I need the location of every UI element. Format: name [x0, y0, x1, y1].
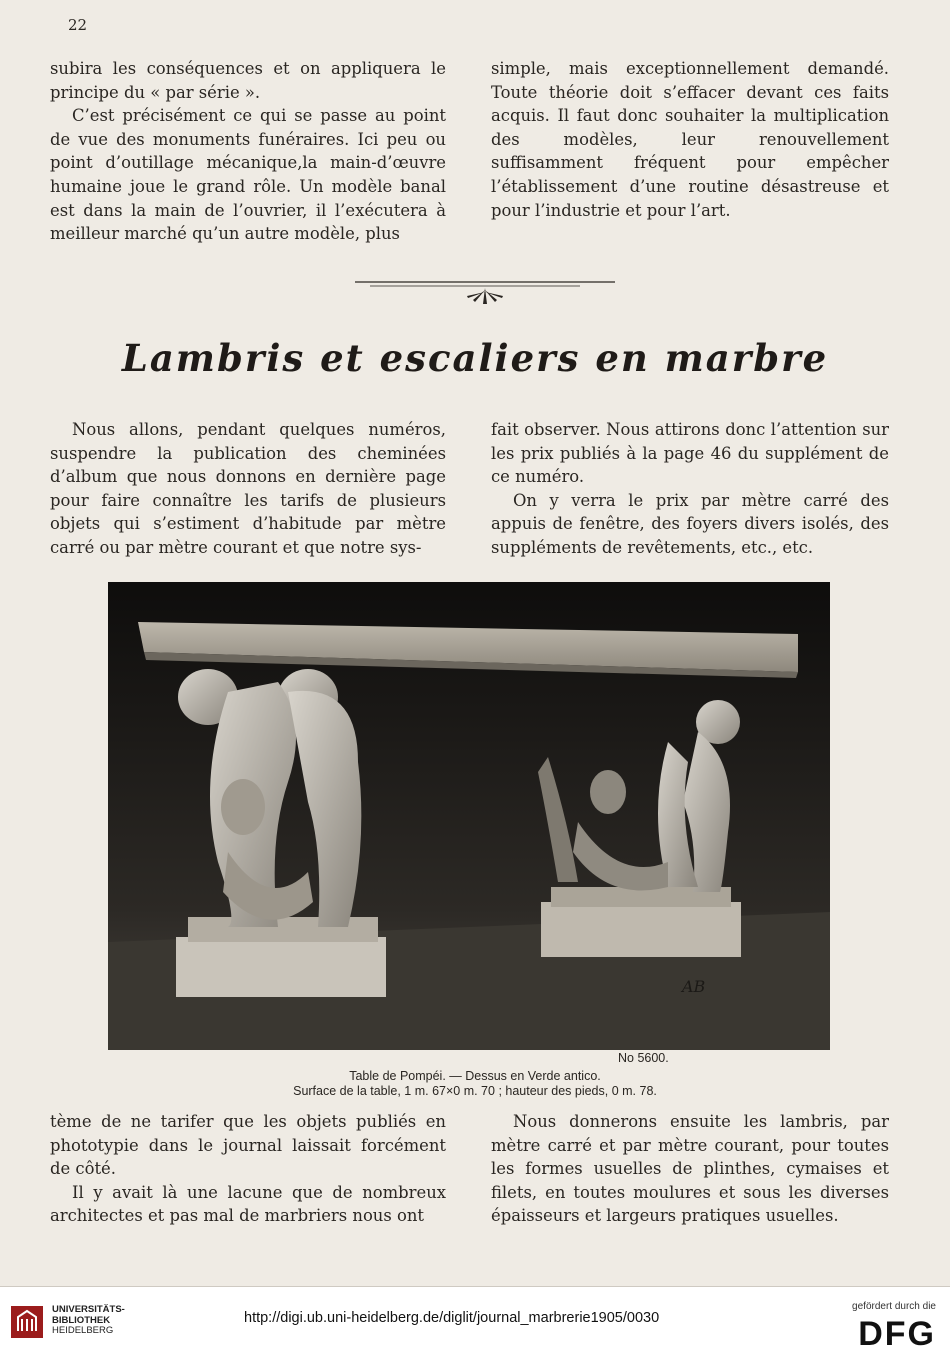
paragraph: On y verra le prix par mètre carré des appuis de fenêtre, des foyers divers isolés, des suppléments de revêtements, etc., etc. [491, 490, 889, 557]
paragraph: simple, mais exceptionnellement demandé. Toute théorie doit s’effacer devant ces faits acquis. Il faut donc souhaiter la multiplication des modèles, leur renouvellement suffisamment fréquent pour empêcher l’établissement d’une routine désastreuse et pour l’industrie et pour l’art. [491, 59, 889, 220]
section-right-column [491, 418, 889, 560]
figure-number: No 5600. [618, 1051, 669, 1065]
table-photograph [108, 582, 830, 1050]
footer-bar [0, 1286, 950, 1362]
paragraph: subira les conséquences et on appliquera le principe du « par série ». [50, 59, 446, 102]
figure-caption-dimensions: Surface de la table, 1 m. 67×0 m. 70 ; hauteur des pieds, 0 m. 78. [293, 1084, 657, 1098]
photo-signature: AB [682, 977, 706, 996]
paragraph: fait observer. Nous attirons donc l’attention sur les prix publiés à la page 46 du supplément de ce numéro. [491, 420, 889, 487]
paragraph: Nous donnerons ensuite les lambris, par mètre carré et par mètre courant, pour toutes les formes usuelles de plinthes, cymaises et filets, en toutes moulures et sous les diverses épaisseurs et largeurs pratiques usuelles. [491, 1112, 889, 1226]
paragraph: Il y avait là une lacune que de nombreux architectes et pas mal de marbriers nous ont [50, 1182, 446, 1226]
closing-right-column [491, 1110, 889, 1228]
library-line: UNIVERSITÄTS- [52, 1304, 125, 1315]
library-line: HEIDELBERG [52, 1325, 114, 1336]
intro-right-column [491, 57, 889, 222]
dfg-logo: DFG [858, 1315, 936, 1353]
section-left-column [50, 418, 446, 560]
section-title: Lambris et escaliers en marbre [121, 336, 829, 380]
decorative-divider [355, 276, 615, 308]
permalink-url[interactable]: http://digi.ub.uni-heidelberg.de/diglit/journal_marbrerie1905/0030 [244, 1310, 660, 1326]
library-line: BIBLIOTHEK [52, 1314, 111, 1326]
paragraph: C’est précisément ce qui se passe au point de vue des monuments funéraires. Ici peu ou point d’outillage mécanique,la main-d’œuvre humaine joue le grand rôle. Un modèle banal est dans la main de l’ouvrier, il l’exécutera à meilleur marché qu’un autre modèle, plus [50, 106, 446, 244]
intro-left-column [50, 57, 446, 246]
funding-note: gefördert durch die [852, 1301, 936, 1312]
paragraph: tème de ne tarifer que les objets publiés en phototypie dans le journal laissait forcément de côté. [50, 1112, 446, 1179]
page-number: 22 [68, 16, 88, 34]
library-logo-icon [10, 1305, 44, 1339]
library-name [52, 1305, 125, 1337]
closing-left-column [50, 1110, 446, 1228]
paragraph: Nous allons, pendant quelques numéros, suspendre la publication des cheminées d’album que nous donnons en dernière page pour faire connaître les tarifs de plusieurs objets qui s’estiment d’habitude par mètre carré ou par mètre courant et que notre sys- [50, 420, 446, 557]
figure-caption-title: Table de Pompéi. — Dessus en Verde antico. [349, 1069, 601, 1083]
